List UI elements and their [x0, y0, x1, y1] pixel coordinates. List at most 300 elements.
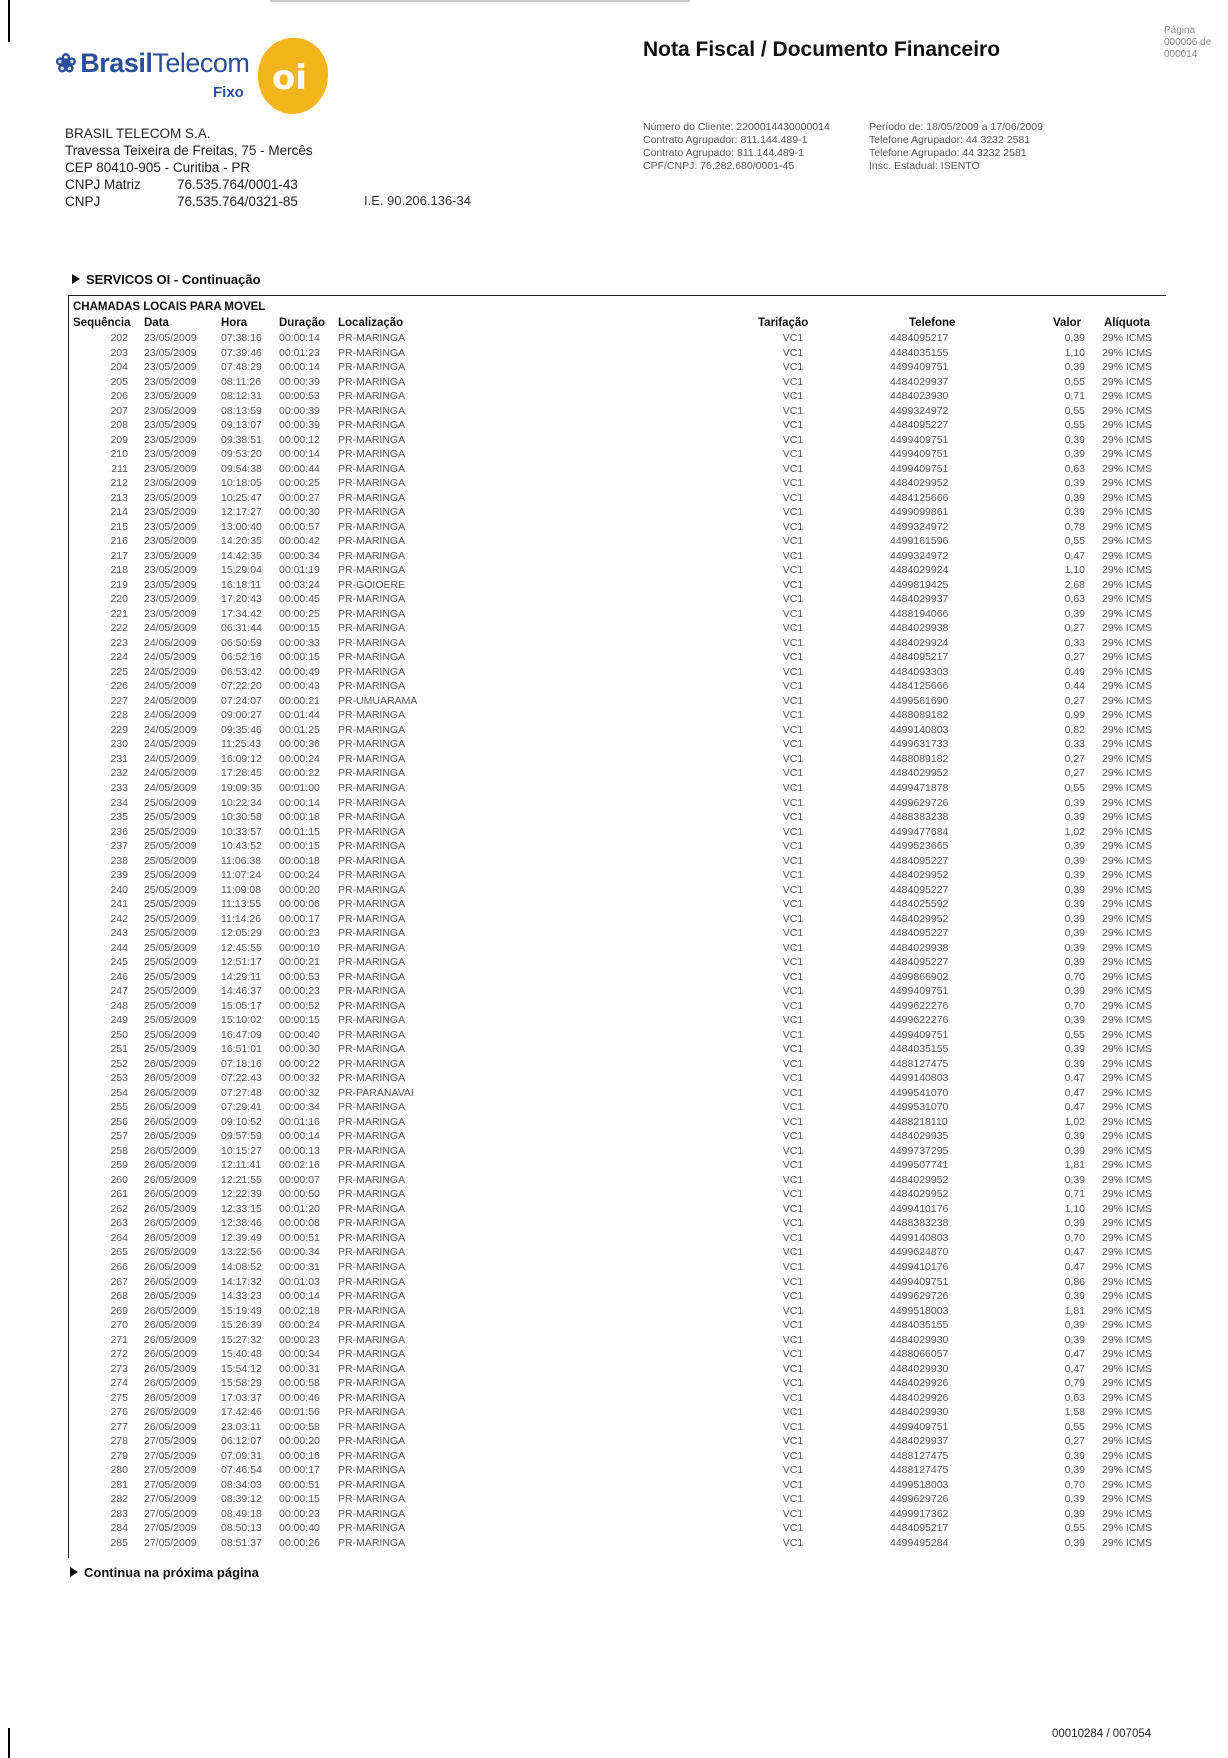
table-row [0, 869, 1228, 884]
logo-brand-light: Telecom [152, 48, 250, 78]
cell-aliquota: 29% ICMS [1102, 1130, 1153, 1143]
cell-hora: 14:17:32 [221, 1275, 262, 1288]
cell-sequencia: 277 [110, 1420, 128, 1433]
cell-sequencia: 255 [110, 1101, 128, 1114]
cell-hora: 09:13:07 [221, 419, 262, 432]
arrow-right-icon [72, 274, 80, 284]
cell-data: 25/05/2009 [144, 811, 197, 824]
cell-telefone: 4484029952 [890, 912, 949, 925]
cell-hora: 16:47:09 [221, 1028, 262, 1041]
cell-tarifacao: VC1 [782, 375, 804, 388]
cell-sequencia: 207 [110, 404, 128, 417]
cell-sequencia: 226 [110, 680, 128, 693]
cell-tarifacao: VC1 [782, 665, 804, 678]
cell-telefone: 4484095217 [890, 332, 949, 344]
cell-aliquota: 29% ICMS [1102, 1536, 1153, 1549]
cell-hora: 07:48:29 [221, 361, 262, 374]
cell-data: 27/05/2009 [144, 1493, 197, 1506]
cell-duracao: 00:01:03 [279, 1275, 320, 1288]
cell-valor: 0,39 [1064, 448, 1085, 461]
cell-sequencia: 266 [110, 1261, 128, 1273]
cell-data: 26/05/2009 [144, 1348, 197, 1361]
cell-aliquota: 29% ICMS [1102, 419, 1153, 432]
cell-valor: 0,39 [1064, 1057, 1085, 1070]
cell-sequencia: 275 [110, 1391, 128, 1404]
cell-telefone: 4484029926 [890, 1391, 949, 1404]
table-row [0, 782, 1228, 797]
cell-valor: 0,27 [1064, 767, 1085, 780]
cell-aliquota: 29% ICMS [1102, 390, 1153, 403]
cell-tarifacao: VC1 [782, 927, 804, 940]
cell-data: 26/05/2009 [144, 1159, 197, 1172]
cell-localizacao: PR-MARINGA [338, 883, 406, 896]
cell-tarifacao: VC1 [782, 1130, 804, 1143]
table-row [0, 651, 1228, 666]
cell-data: 23/05/2009 [144, 419, 197, 432]
cell-duracao: 00:00:53 [279, 970, 320, 983]
cell-duracao: 00:00:17 [279, 912, 320, 925]
cell-duracao: 00:00:13 [279, 1144, 320, 1157]
table-row [0, 738, 1228, 753]
cell-telefone: 4499409751 [890, 361, 949, 374]
cell-duracao: 00:01:20 [279, 1202, 320, 1215]
cell-duracao: 00:00:27 [279, 491, 320, 504]
cell-valor: 0,55 [1064, 419, 1085, 432]
cell-sequencia: 233 [110, 781, 128, 794]
table-row [0, 434, 1228, 449]
cell-duracao: 00:00:14 [279, 1130, 320, 1143]
scan-edge-mark [8, 1728, 10, 1758]
cell-duracao: 00:00:26 [279, 1536, 320, 1549]
cell-tarifacao: VC1 [782, 1072, 804, 1085]
cell-valor: 0,47 [1064, 1101, 1085, 1114]
cell-sequencia: 274 [110, 1377, 128, 1390]
cell-localizacao: PR-MARINGA [338, 1014, 406, 1027]
cell-aliquota: 29% ICMS [1102, 462, 1153, 475]
cell-valor: 0,70 [1064, 1231, 1085, 1244]
cell-tarifacao: VC1 [782, 999, 804, 1012]
cell-hora: 14:46:37 [221, 985, 262, 998]
cell-tarifacao: VC1 [782, 883, 804, 896]
table-row [0, 405, 1228, 420]
cell-localizacao: PR-MARINGA [338, 1536, 406, 1549]
cell-tarifacao: VC1 [782, 404, 804, 417]
cell-localizacao: PR-MARINGA [338, 1449, 406, 1462]
cell-telefone: 4484125666 [890, 680, 949, 693]
cell-valor: 0,39 [1064, 1217, 1085, 1230]
table-row [0, 826, 1228, 841]
cell-hora: 08:13:59 [221, 404, 262, 417]
cell-aliquota: 29% ICMS [1102, 361, 1153, 374]
table-row [0, 797, 1228, 812]
table-row [0, 811, 1228, 826]
arrow-right-icon [70, 1567, 78, 1577]
table-row [0, 1290, 1228, 1305]
cell-localizacao: PR-MARINGA [338, 1231, 406, 1244]
cell-duracao: 00:01:25 [279, 723, 320, 736]
cell-data: 27/05/2009 [144, 1478, 197, 1491]
table-row [0, 942, 1228, 957]
cell-duracao: 00:01:19 [279, 564, 320, 577]
cell-sequencia: 219 [110, 578, 128, 591]
col-telefone: Telefone [909, 317, 956, 329]
cell-aliquota: 29% ICMS [1102, 1348, 1153, 1361]
cell-duracao: 00:00:43 [279, 680, 320, 693]
cell-valor: 0,47 [1064, 1246, 1085, 1259]
cell-duracao: 00:00:14 [279, 448, 320, 461]
cell-tarifacao: VC1 [782, 1159, 804, 1172]
cell-valor: 0,39 [1064, 506, 1085, 519]
cell-hora: 11:13:55 [221, 898, 262, 911]
cell-data: 26/05/2009 [144, 1290, 197, 1303]
cell-data: 24/05/2009 [144, 781, 197, 794]
cell-aliquota: 29% ICMS [1102, 680, 1153, 693]
cell-duracao: 00:00:50 [279, 1188, 320, 1201]
cell-data: 26/05/2009 [144, 1217, 197, 1230]
cell-tarifacao: VC1 [782, 1144, 804, 1157]
cell-duracao: 00:00:22 [279, 767, 320, 780]
cell-valor: 0,27 [1064, 622, 1085, 635]
cell-tarifacao: VC1 [782, 593, 804, 606]
cell-tarifacao: VC1 [782, 1420, 804, 1433]
cell-telefone: 4488383238 [890, 811, 949, 824]
cell-tarifacao: VC1 [782, 738, 804, 751]
cell-data: 23/05/2009 [144, 332, 197, 344]
cell-data: 27/05/2009 [144, 1507, 197, 1520]
cell-aliquota: 29% ICMS [1102, 477, 1153, 490]
cell-telefone: 4499541070 [890, 1086, 949, 1099]
cell-aliquota: 29% ICMS [1102, 811, 1153, 824]
cell-sequencia: 206 [110, 390, 128, 403]
client-info-left [643, 121, 830, 173]
cell-data: 26/05/2009 [144, 1202, 197, 1215]
cell-data: 23/05/2009 [144, 477, 197, 490]
cell-aliquota: 29% ICMS [1102, 1173, 1153, 1186]
cell-data: 24/05/2009 [144, 738, 197, 751]
cell-duracao: 00:00:23 [279, 1333, 320, 1346]
cell-tarifacao: VC1 [782, 985, 804, 998]
cell-aliquota: 29% ICMS [1102, 375, 1153, 388]
cell-telefone: 4499531070 [890, 1101, 949, 1114]
cell-localizacao: PR-MARINGA [338, 491, 406, 504]
cell-data: 26/05/2009 [144, 1304, 197, 1317]
cnpj-value: 76.535.764/0321-85 [177, 194, 298, 209]
cell-sequencia: 257 [110, 1130, 128, 1143]
cell-hora: 10:15:27 [221, 1144, 262, 1157]
cell-data: 24/05/2009 [144, 752, 197, 765]
cell-sequencia: 236 [110, 825, 128, 838]
cell-tarifacao: VC1 [782, 956, 804, 969]
cell-tarifacao: VC1 [782, 564, 804, 577]
cell-tarifacao: VC1 [782, 1086, 804, 1099]
cell-valor: 0,49 [1064, 665, 1085, 678]
cell-tarifacao: VC1 [782, 651, 804, 664]
cell-tarifacao: VC1 [782, 491, 804, 504]
cell-duracao: 00:00:20 [279, 1435, 320, 1448]
cell-data: 26/05/2009 [144, 1173, 197, 1186]
cell-sequencia: 237 [110, 840, 128, 853]
cell-hora: 12:17:27 [221, 506, 262, 519]
cell-localizacao: PR-UMUARAMA [338, 694, 418, 707]
cell-valor: 0,55 [1064, 1420, 1085, 1433]
cell-duracao: 00:00:12 [279, 433, 320, 446]
cell-telefone: 4484025592 [890, 898, 949, 911]
cell-telefone: 4499140803 [890, 1072, 949, 1085]
table-row [0, 1232, 1228, 1247]
cell-sequencia: 271 [110, 1333, 128, 1346]
cell-aliquota: 29% ICMS [1102, 332, 1153, 344]
cell-valor: 0,47 [1064, 1261, 1085, 1273]
cell-telefone: 4499409751 [890, 433, 949, 446]
cell-valor: 0,39 [1064, 1333, 1085, 1346]
cell-tarifacao: VC1 [782, 636, 804, 649]
table-body [0, 332, 1228, 1551]
company-cnpj-matriz [65, 176, 313, 193]
cell-sequencia: 260 [110, 1173, 128, 1186]
cell-valor: 0,39 [1064, 1290, 1085, 1303]
cell-hora: 08:50:13 [221, 1522, 262, 1535]
cell-data: 23/05/2009 [144, 520, 197, 533]
cell-duracao: 00:00:14 [279, 332, 320, 344]
cell-duracao: 00:00:34 [279, 1246, 320, 1259]
cell-telefone: 4499409751 [890, 1420, 949, 1433]
cell-localizacao: PR-MARINGA [338, 419, 406, 432]
cell-aliquota: 29% ICMS [1102, 1493, 1153, 1506]
cell-localizacao: PR-MARINGA [338, 404, 406, 417]
cell-sequencia: 214 [110, 506, 128, 519]
cell-duracao: 00:00:15 [279, 840, 320, 853]
section-title [72, 272, 261, 287]
cell-localizacao: PR-MARINGA [338, 346, 406, 359]
billing-period: Período de: 18/05/2009 a 17/06/2009 [869, 121, 1043, 133]
cell-data: 25/05/2009 [144, 956, 197, 969]
cell-aliquota: 29% ICMS [1102, 1159, 1153, 1172]
cell-aliquota: 29% ICMS [1102, 1319, 1153, 1332]
cell-data: 24/05/2009 [144, 767, 197, 780]
cell-telefone: 4484093303 [890, 665, 949, 678]
cell-aliquota: 29% ICMS [1102, 1333, 1153, 1346]
cell-valor: 0,47 [1064, 1348, 1085, 1361]
cell-telefone: 4499737295 [890, 1144, 949, 1157]
cell-hora: 09:53:20 [221, 448, 262, 461]
cell-aliquota: 29% ICMS [1102, 723, 1153, 736]
cell-telefone: 4488089182 [890, 752, 949, 765]
cell-valor: 0,39 [1064, 912, 1085, 925]
cell-tarifacao: VC1 [782, 898, 804, 911]
cell-sequencia: 245 [110, 956, 128, 969]
cell-data: 25/05/2009 [144, 1043, 197, 1056]
cell-sequencia: 262 [110, 1202, 128, 1215]
cell-valor: 0,27 [1064, 651, 1085, 664]
scan-edge-mark [8, 0, 10, 42]
cell-valor: 0,39 [1064, 927, 1085, 940]
cell-localizacao: PR-MARINGA [338, 506, 406, 519]
cell-telefone: 4499140803 [890, 723, 949, 736]
cell-sequencia: 250 [110, 1028, 128, 1041]
cell-aliquota: 29% ICMS [1102, 709, 1153, 722]
logo-brand: Brasil [80, 48, 153, 78]
cell-telefone: 4499624870 [890, 1246, 949, 1259]
cell-tarifacao: VC1 [782, 941, 804, 954]
cell-aliquota: 29% ICMS [1102, 999, 1153, 1012]
table-row [0, 550, 1228, 565]
table-row [0, 506, 1228, 521]
cell-localizacao: PR-MARINGA [338, 375, 406, 388]
cell-tarifacao: VC1 [782, 1333, 804, 1346]
cell-aliquota: 29% ICMS [1102, 520, 1153, 533]
cell-valor: 0,39 [1064, 1014, 1085, 1027]
cell-telefone: 4484029926 [890, 1377, 949, 1390]
cell-telefone: 4499471878 [890, 781, 949, 794]
cell-localizacao: PR-MARINGA [338, 825, 406, 838]
cell-duracao: 00:00:57 [279, 520, 320, 533]
cell-valor: 0,55 [1064, 1522, 1085, 1535]
cell-aliquota: 29% ICMS [1102, 956, 1153, 969]
cell-telefone: 4484095227 [890, 854, 949, 867]
table-row [0, 1450, 1228, 1465]
table-row [0, 376, 1228, 391]
cell-duracao: 00:00:45 [279, 593, 320, 606]
cell-localizacao: PR-MARINGA [338, 898, 406, 911]
cell-data: 26/05/2009 [144, 1362, 197, 1375]
cell-tarifacao: VC1 [782, 433, 804, 446]
cell-data: 23/05/2009 [144, 404, 197, 417]
cell-telefone: 4499629726 [890, 796, 949, 809]
cell-data: 23/05/2009 [144, 593, 197, 606]
cell-telefone: 4499518003 [890, 1478, 949, 1491]
cell-hora: 19:09:35 [221, 781, 262, 794]
cell-aliquota: 29% ICMS [1102, 869, 1153, 882]
cell-localizacao: PR-MARINGA [338, 796, 406, 809]
cell-duracao: 00:00:39 [279, 375, 320, 388]
cell-telefone: 4484029938 [890, 622, 949, 635]
cell-localizacao: PR-MARINGA [338, 752, 406, 765]
cell-sequencia: 213 [110, 491, 128, 504]
cell-aliquota: 29% ICMS [1102, 346, 1153, 359]
cell-data: 25/05/2009 [144, 941, 197, 954]
cell-valor: 1,10 [1064, 1202, 1085, 1215]
cell-hora: 14:20:35 [221, 535, 262, 548]
cell-localizacao: PR-MARINGA [338, 1464, 406, 1477]
cell-telefone: 4484095227 [890, 419, 949, 432]
cell-data: 26/05/2009 [144, 1406, 197, 1419]
cell-sequencia: 205 [110, 375, 128, 388]
cell-valor: 0,39 [1064, 477, 1085, 490]
cell-aliquota: 29% ICMS [1102, 1188, 1153, 1201]
cell-valor: 0,39 [1064, 1319, 1085, 1332]
cell-localizacao: PR-MARINGA [338, 1202, 406, 1215]
cell-valor: 0,39 [1064, 1144, 1085, 1157]
cell-telefone: 4488127475 [890, 1449, 949, 1462]
cell-duracao: 00:00:32 [279, 1086, 320, 1099]
table-row [0, 1000, 1228, 1015]
cell-localizacao: PR-MARINGA [338, 1072, 406, 1085]
cell-hora: 15:54:12 [221, 1362, 262, 1375]
cell-aliquota: 29% ICMS [1102, 506, 1153, 519]
cell-tarifacao: VC1 [782, 1391, 804, 1404]
cell-tarifacao: VC1 [782, 1377, 804, 1390]
cell-telefone: 4484029952 [890, 477, 949, 490]
cell-aliquota: 29% ICMS [1102, 1086, 1153, 1099]
telefone-agrupado: Telefone Agrupado: 44 3232 2581 [869, 147, 1027, 159]
cell-tarifacao: VC1 [782, 578, 804, 591]
cell-data: 26/05/2009 [144, 1420, 197, 1433]
table-row [0, 1435, 1228, 1450]
cell-hora: 07:09:31 [221, 1449, 262, 1462]
cell-valor: 0,39 [1064, 811, 1085, 824]
cell-data: 23/05/2009 [144, 346, 197, 359]
cell-sequencia: 267 [110, 1275, 128, 1288]
cell-telefone: 4484095217 [890, 1522, 949, 1535]
cell-sequencia: 202 [110, 332, 128, 344]
oi-logo [258, 38, 328, 114]
cell-aliquota: 29% ICMS [1102, 1275, 1153, 1288]
cell-valor: 0,39 [1064, 332, 1085, 344]
cell-localizacao: PR-MARINGA [338, 1362, 406, 1375]
cell-sequencia: 248 [110, 999, 128, 1012]
table-row [0, 448, 1228, 463]
cell-hora: 12:51:17 [221, 956, 262, 969]
cell-localizacao: PR-MARINGA [338, 1493, 406, 1506]
cell-duracao: 00:00:14 [279, 1290, 320, 1303]
cell-tarifacao: VC1 [782, 1043, 804, 1056]
cell-sequencia: 211 [111, 462, 128, 475]
cell-duracao: 00:00:25 [279, 607, 320, 620]
cell-localizacao: PR-MARINGA [338, 709, 406, 722]
cell-valor: 1,81 [1064, 1159, 1085, 1172]
cell-sequencia: 222 [110, 622, 128, 635]
cell-localizacao: PR-MARINGA [338, 999, 406, 1012]
cell-localizacao: PR-MARINGA [338, 433, 406, 446]
cell-tarifacao: VC1 [782, 361, 804, 374]
cell-tarifacao: VC1 [782, 781, 804, 794]
cell-sequencia: 269 [110, 1304, 128, 1317]
cell-telefone: 4499409751 [890, 1275, 949, 1288]
cell-duracao: 00:00:30 [279, 1043, 320, 1056]
cell-hora: 15:05:17 [221, 999, 262, 1012]
cell-telefone: 4499507741 [890, 1159, 949, 1172]
cell-localizacao: PR-MARINGA [338, 1130, 406, 1143]
cell-data: 25/05/2009 [144, 883, 197, 896]
cell-sequencia: 281 [110, 1478, 128, 1491]
cell-aliquota: 29% ICMS [1102, 607, 1153, 620]
cell-telefone: 4484029937 [890, 375, 949, 388]
cell-data: 26/05/2009 [144, 1144, 197, 1157]
table-row [0, 1464, 1228, 1479]
cell-localizacao: PR-MARINGA [338, 1057, 406, 1070]
cell-tarifacao: VC1 [782, 709, 804, 722]
cell-localizacao: PR-MARINGA [338, 564, 406, 577]
cell-valor: 0,39 [1064, 956, 1085, 969]
cell-tarifacao: VC1 [782, 520, 804, 533]
continue-note [70, 1565, 259, 1580]
cell-sequencia: 238 [110, 854, 128, 867]
cell-telefone: 4499099861 [890, 506, 949, 519]
cell-telefone: 4484029935 [890, 1130, 949, 1143]
cell-localizacao: PR-MARINGA [338, 665, 406, 678]
cell-sequencia: 259 [110, 1159, 128, 1172]
cell-hora: 10:18:05 [221, 477, 262, 490]
table-row [0, 666, 1228, 681]
cell-sequencia: 203 [110, 346, 128, 359]
cell-sequencia: 268 [110, 1290, 128, 1303]
cell-aliquota: 29% ICMS [1102, 1043, 1153, 1056]
cell-hora: 12:33:15 [221, 1202, 262, 1215]
cell-valor: 0,39 [1064, 607, 1085, 620]
cell-sequencia: 261 [110, 1188, 128, 1201]
cell-aliquota: 29% ICMS [1102, 1072, 1153, 1085]
cell-valor: 2,68 [1064, 578, 1085, 591]
